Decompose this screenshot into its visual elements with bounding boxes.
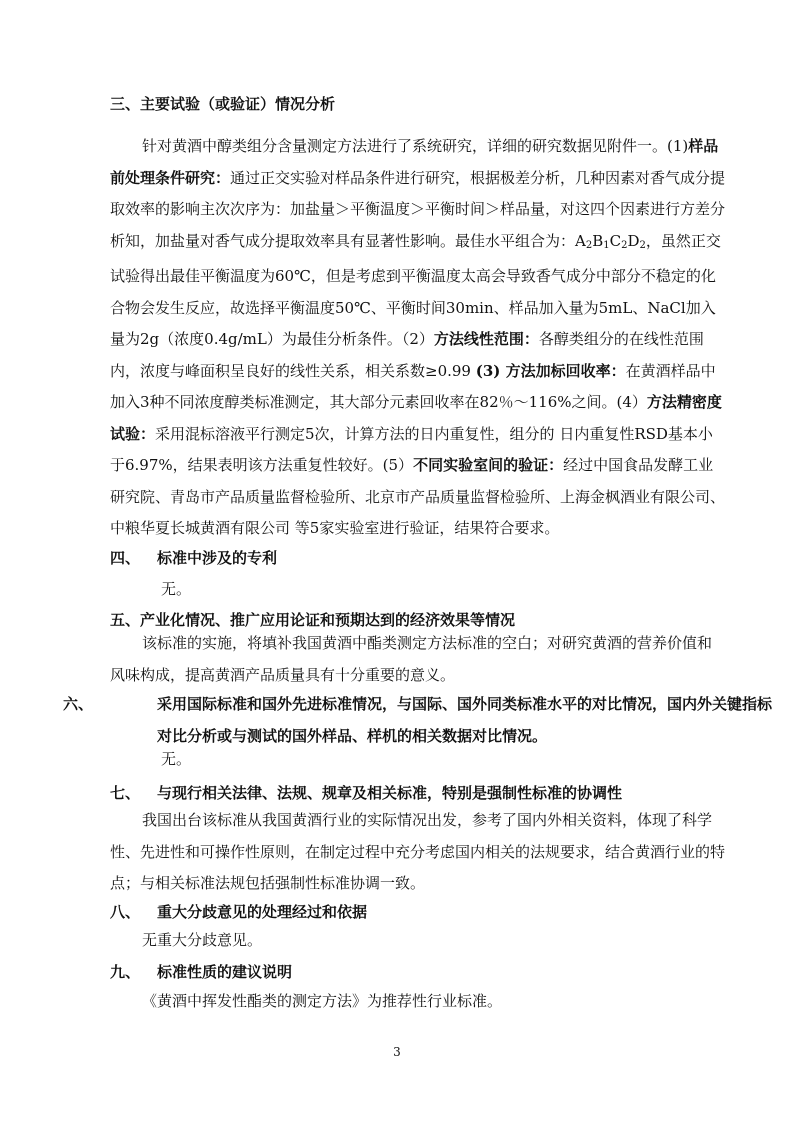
- section3-text4: 采用混标溶液平行测定5次，计算方法的日内重复性，组分的 日内重复性RSD基本小于6.97%，结果表明该方法重复性较好。(5）: [110, 424, 713, 474]
- section3-body: [110, 131, 726, 545]
- section8-heading: 八、 重大分歧意见的处理经过和依据: [110, 903, 368, 921]
- section9-heading: 九、 标准性质的建议说明: [110, 963, 293, 981]
- subhead-linearity: 方法线性范围：: [433, 330, 539, 348]
- section6-heading: 六、 采用国际标准和国外先进标准情况，与国际、国外同类标准水平的对比情况，国内外关键指标对比分析或与测试的国外样品、样机的相关数据对比情况。: [63, 695, 773, 745]
- section3-heading: 三、主要试验（或验证）情况分析: [110, 95, 336, 113]
- subhead-recovery: (3) 方法加标回收率：: [475, 361, 626, 380]
- section4-body: 无。: [161, 580, 192, 598]
- section5-heading: 五、产业化情况、推广应用论证和预期达到的经济效果等情况: [110, 611, 516, 629]
- section3-text5: 经过中国食品发酵工业研究院、青岛市产品质量监督检验所、北京市产品质量监督检验所、上海金枫酒业有限公司、中粮华夏长城黄酒有限公司 等5家实验室进行验证，结果符合要求。: [110, 456, 726, 537]
- page-number: 3: [393, 1045, 401, 1059]
- section7-body: 我国出台该标准从我国黄酒行业的实际情况出发，参考了国内外相关资料，体现了科学性、先进性和可操作性原则，在制定过程中充分考虑国内相关的法规要求，结合黄酒行业的特点；与相关标准法规包括强制性标准协调一致。: [110, 811, 726, 892]
- subhead-precision: 方法精密度试验：: [110, 393, 722, 443]
- section4-heading: 四、 标准中涉及的专利: [110, 549, 278, 567]
- section8-body: 无重大分歧意见。: [142, 931, 263, 949]
- section3-text2: 各醇类组分的在线性范围内，浓度与峰面积呈良好的线性关系，相关系数≥0.99: [110, 330, 704, 380]
- section3-intro: 针对黄酒中醇类组分含量测定方法进行了系统研究，详细的研究数据见附件一。(1): [142, 137, 689, 155]
- section3-text1b: ，虽然正交试验得出最佳平衡温度为60℃，但是考虑到平衡温度太高会导致香气成分中部分不稳定的化合物会发生反应，故选择平衡温度50℃、平衡时间30min、样品加入量为5mL、NaCl加入量为2g（浓度0.4g/mL）为最佳分析条件。（2）: [110, 231, 721, 348]
- section7-heading: 七、 与现行相关法律、法规、规章及相关标准，特别是强制性标准的协调性: [110, 784, 623, 802]
- subhead-interlab: 不同实验室间的验证：: [413, 456, 564, 474]
- section3-text3: 在黄酒样品中加入3种不同浓度醇类标准测定，其大部分元素回收率在82％～116%之间。(4）: [110, 361, 716, 411]
- subhead-sample-prep: 样品前处理条件研究：: [110, 137, 719, 187]
- optimal-combo: $A_2B_1C_2D_2$: [575, 231, 646, 251]
- section5-body: 该标准的实施，将填补我国黄酒中酯类测定方法标准的空白；对研究黄酒的营养价值和风味构成，提高黄酒产品质量具有十分重要的意义。: [110, 634, 713, 684]
- section3-text1: 通过正交实验对样品条件进行研究，根据极差分析，几种因素对香气成分提取效率的影响主次次序为：加盐量＞平衡温度＞平衡时间＞样品量，对这四个因素进行方差分析知，加盐量对香气成分提取效率具有显著性影响。最佳水平组合为：: [110, 168, 726, 250]
- section9-body: 《黄酒中挥发性酯类的测定方法》为推荐性行业标准。: [142, 992, 503, 1010]
- section6-body: 无。: [161, 750, 192, 768]
